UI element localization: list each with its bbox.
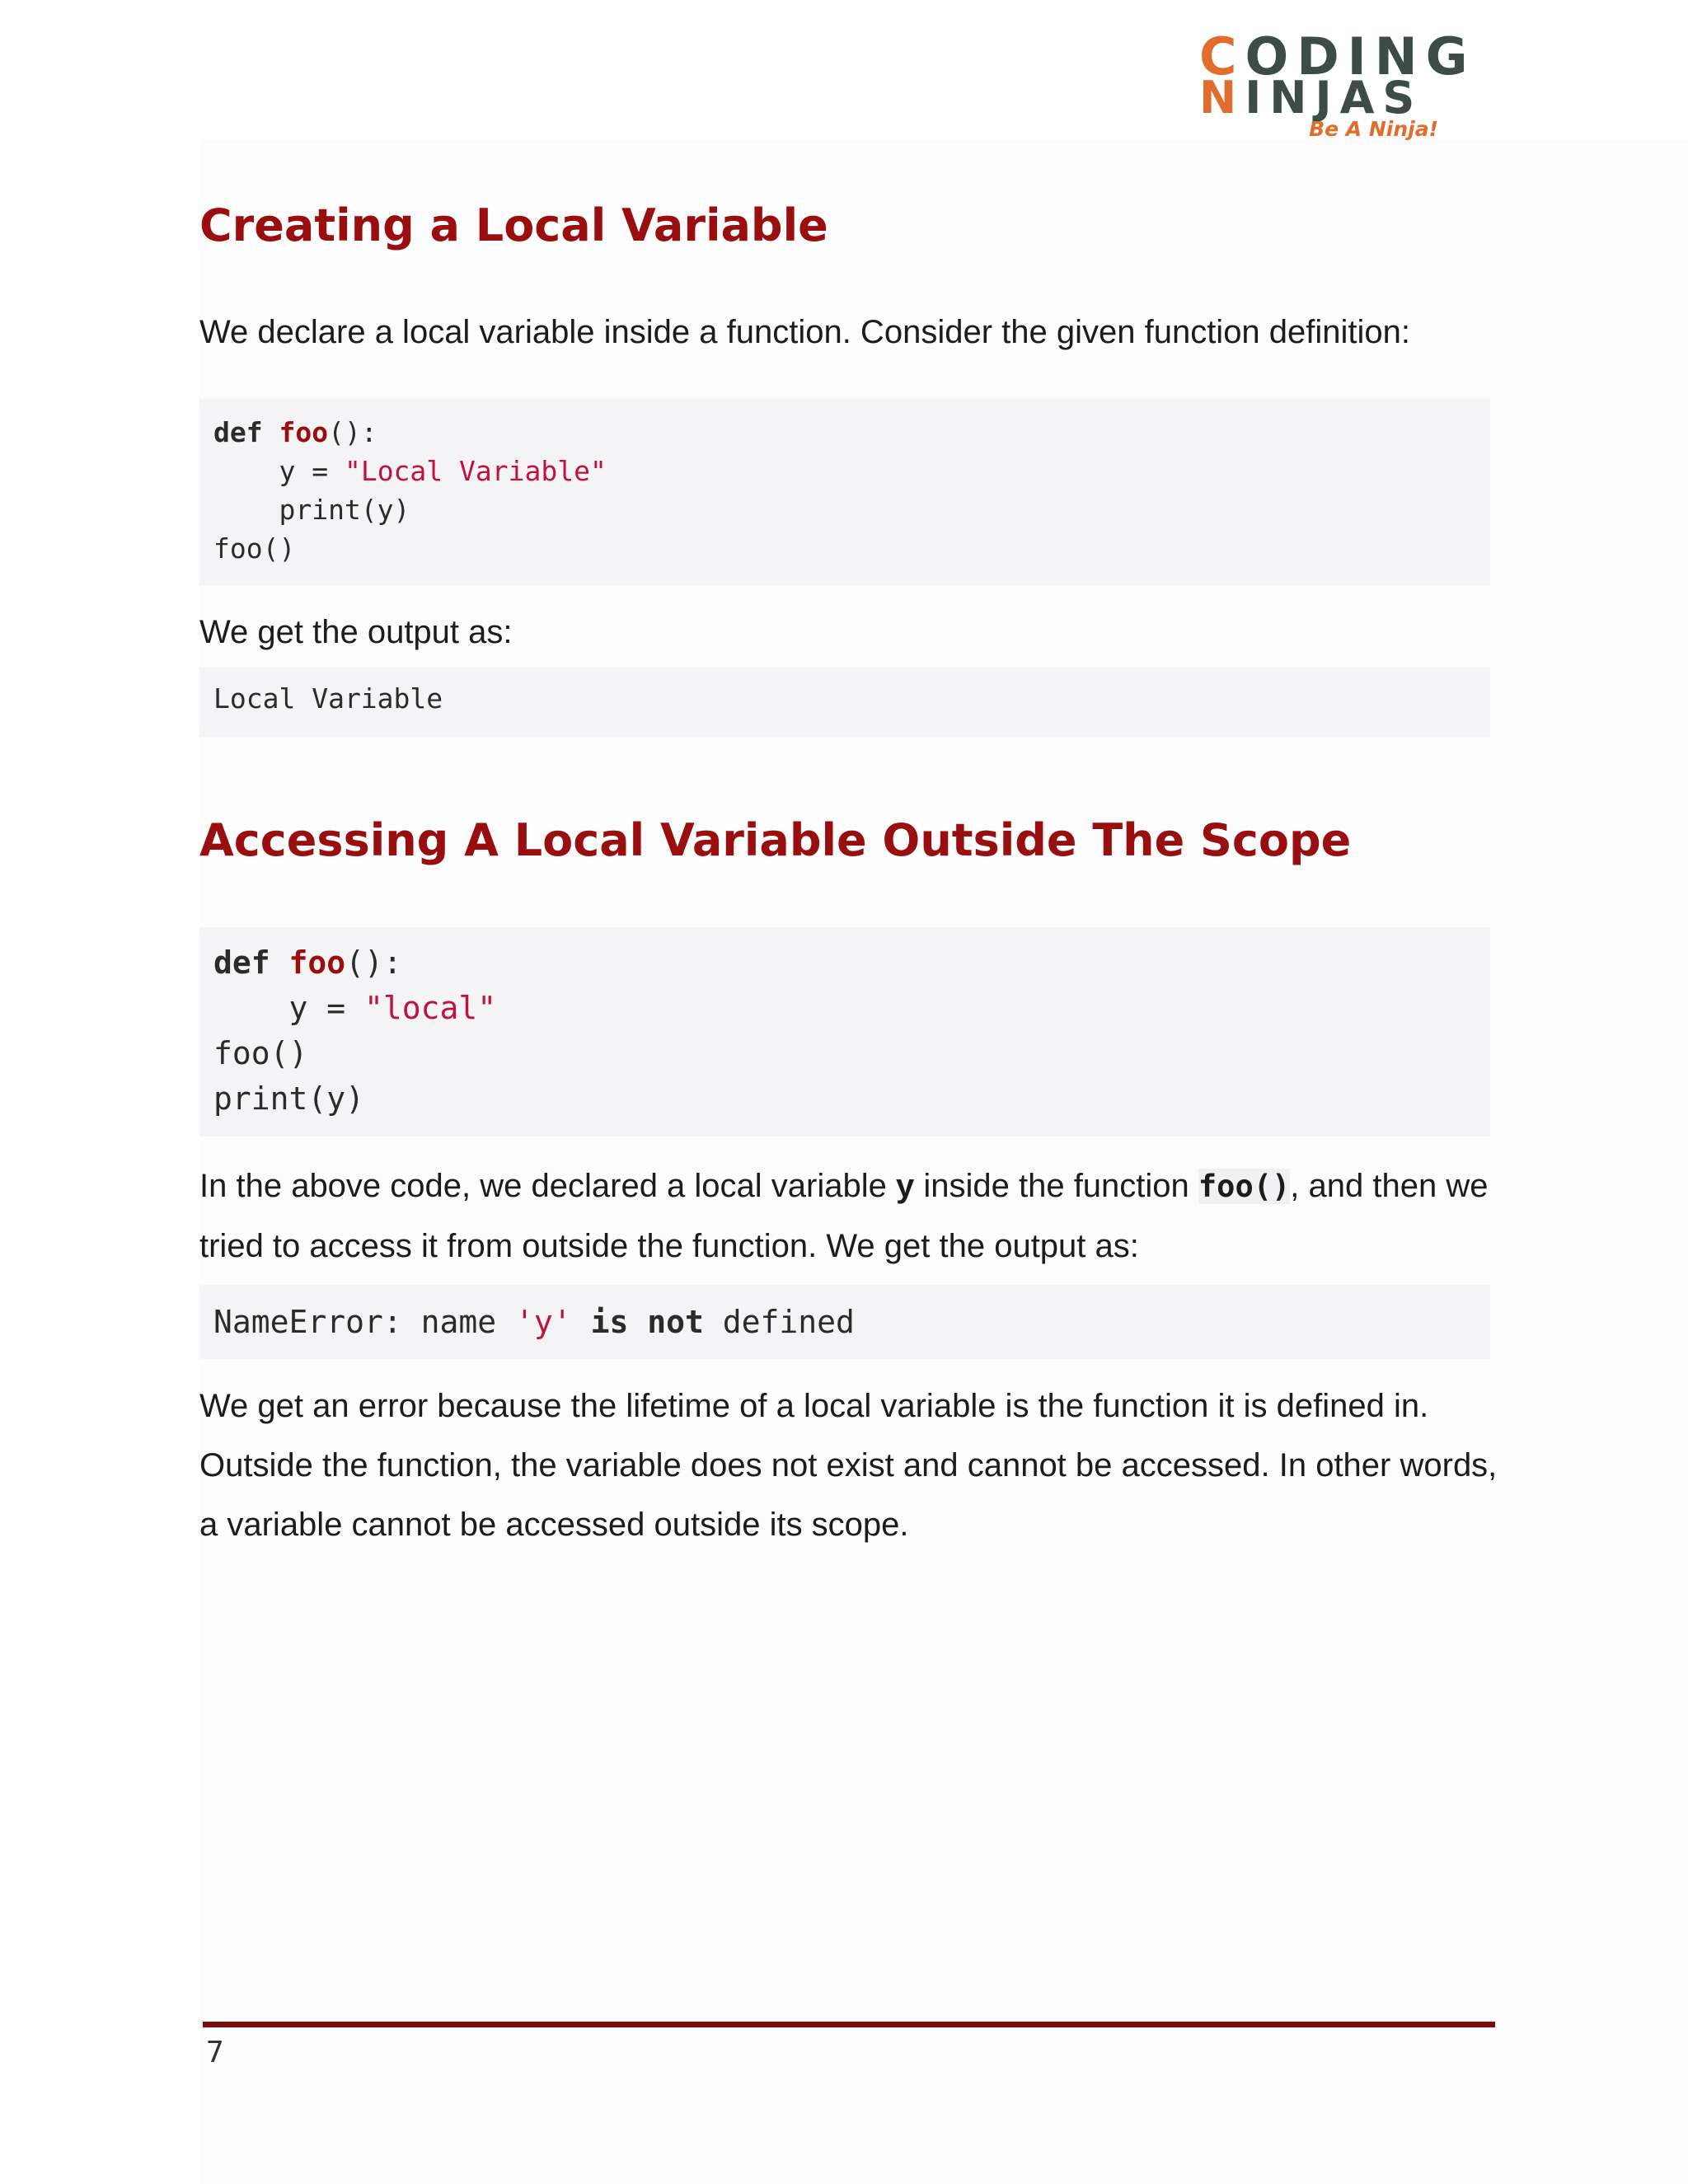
section1-output-block (199, 668, 1490, 737)
error-line: NameError: name 'y' is not defined (213, 1304, 855, 1340)
page-number: 7 (206, 2036, 224, 2069)
variable-name: y (895, 1168, 915, 1204)
section2-explanation: In the above code, we declared a local variable y inside the function foo(), and then we tried to access it from outside the function. We get the output as: (199, 1168, 1489, 1264)
code-line: def foo(): (213, 944, 402, 981)
section1-intro: We declare a local variable inside a function. Consider the given function definition: (199, 314, 1411, 350)
code-line: print(y) (213, 494, 410, 526)
inline-code-foo: foo() (1198, 1169, 1291, 1204)
section2-error-block (199, 1285, 1490, 1359)
section2-code-block (199, 927, 1490, 1137)
code-line: print(y) (213, 1080, 365, 1117)
code-line: y = "local" (213, 990, 497, 1026)
code-line: y = "Local Variable" (213, 455, 607, 487)
section1-output-label: We get the output as: (199, 614, 513, 650)
section2-conclusion: We get an error because the lifetime of a local variable is the function it is defined in. Outside the function, the variable does not exist and cannot be accessed. In other words, a variable cannot be accessed outside its scope. (199, 1388, 1498, 1543)
logo-tagline: Be A Ninja! (1309, 117, 1438, 141)
output-line: Local Variable (213, 682, 443, 715)
coding-ninjas-logo (1199, 26, 1476, 143)
logo-line1: CODING (1199, 26, 1476, 87)
section1-heading: Creating a Local Variable (199, 199, 828, 251)
logo-line2: NINJAS (1199, 72, 1423, 124)
code-line: foo() (213, 1035, 308, 1071)
section2-heading: Accessing A Local Variable Outside The Scope (199, 814, 1352, 866)
section1-code-block (199, 399, 1490, 585)
code-line: def foo(): (213, 416, 377, 448)
footer-divider (203, 2022, 1495, 2027)
code-line: foo() (213, 532, 296, 565)
